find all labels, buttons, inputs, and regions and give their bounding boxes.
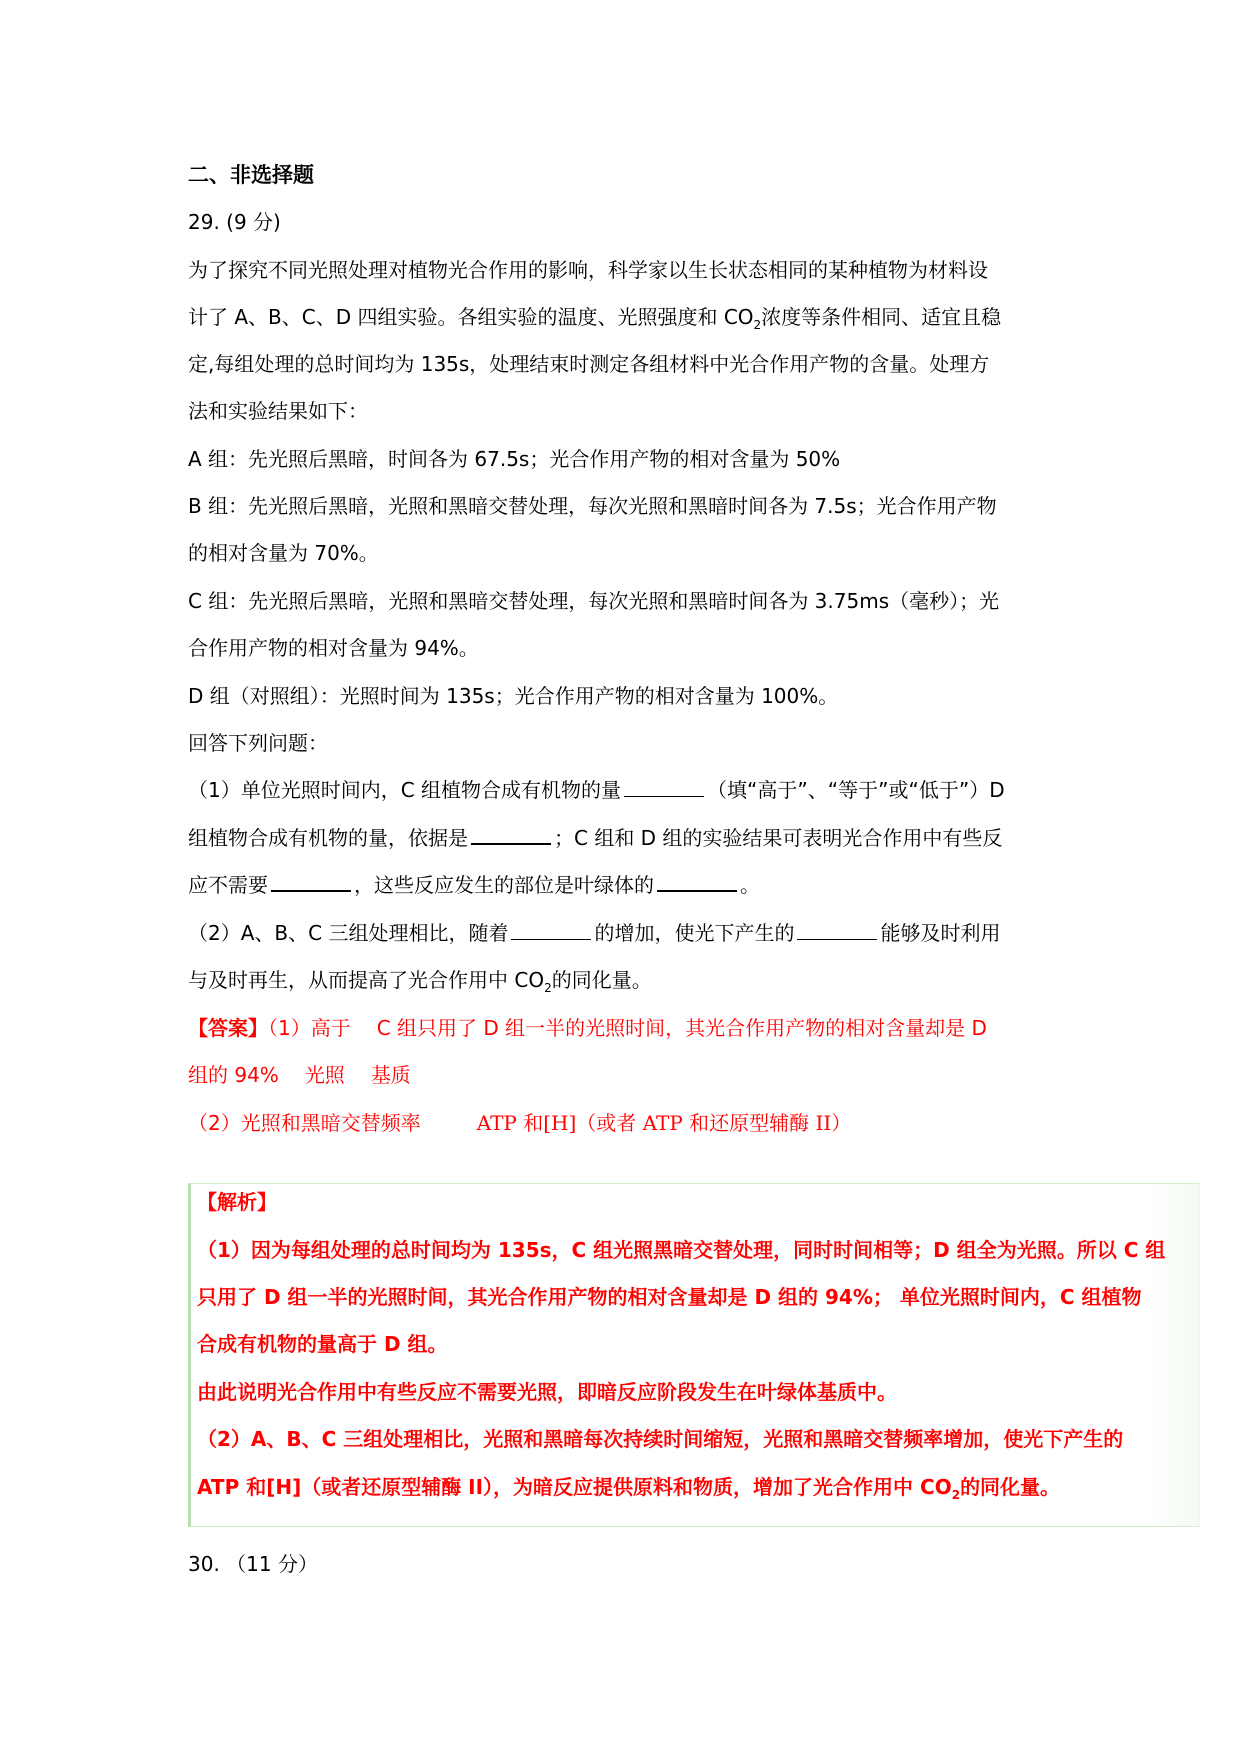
answer-text: （2）光照和黑暗交替频率	[188, 1111, 421, 1135]
fill-blank	[471, 825, 551, 845]
sub-question-text: 应不需要	[188, 873, 268, 897]
fill-blank	[797, 921, 877, 940]
answer-label: 【答案】	[188, 1016, 268, 1040]
sub-question-1-line-1	[188, 776, 1005, 804]
question-29-stem-line-2	[188, 303, 1001, 331]
answer-line-1	[188, 1014, 987, 1042]
answer-line-2	[188, 1061, 411, 1089]
sub-question-2-line-2	[188, 966, 652, 994]
fill-blank	[511, 921, 591, 940]
answer-prompt: 回答下列问题：	[188, 731, 328, 755]
analysis-text: 的同化量。	[960, 1475, 1061, 1499]
sub-question-text: （填“高于”、“等于”或“低于”）D	[707, 778, 1005, 802]
stem-text: 浓度等条件相同、适宜且稳	[761, 305, 1002, 329]
answer-line-3	[188, 1109, 851, 1137]
stem-text: 计了 A、B、C、D 四组实验。各组实验的温度、光照强度和 CO	[188, 305, 754, 329]
sub-question-text: 的同化量。	[551, 968, 652, 992]
group-c-text: C 组：先光照后黑暗，光照和黑暗交替处理，每次光照和黑暗时间各为 3.75ms（毫秒）；光	[188, 589, 1000, 613]
analysis-line-3: 合成有机物的量高于 D 组。	[197, 1332, 448, 1356]
fill-blank	[657, 872, 737, 892]
group-d-text: D 组（对照组）：光照时间为 135s；光合作用产物的相对含量为 100%。	[188, 684, 839, 708]
sub-question-text: 与及时再生，从而提高了光合作用中 CO	[188, 968, 545, 992]
sub-question-text: （2）A、B、C 三组处理相比，随着	[188, 921, 509, 945]
sub-question-1-line-2	[188, 824, 1002, 852]
sub-question-text: 组植物合成有机物的量，依据是	[188, 826, 468, 850]
analysis-line-5: （2）A、B、C 三组处理相比，光照和黑暗每次持续时间缩短，光照和黑暗交替频率增加，使光下产生的	[197, 1427, 1124, 1451]
fill-blank	[271, 872, 351, 892]
question-30-header: 30. （11 分）	[188, 1552, 318, 1576]
answer-text: ATP 和[H]（或者 ATP 和还原型辅酶 II）	[476, 1111, 852, 1135]
co2-subscript: 2	[753, 318, 762, 332]
analysis-line-1: （1）因为每组处理的总时间均为 135s，C 组光照黑暗交替处理，同时时间相等；D 组全为光照。所以 C 组	[197, 1238, 1166, 1262]
analysis-label: 【解析】	[197, 1190, 277, 1214]
answer-text: 组的 94%	[188, 1063, 279, 1087]
sub-question-2-line-1	[188, 919, 1000, 947]
answer-text: 基质	[370, 1063, 411, 1087]
analysis-text: ATP 和[H]（或者还原型辅酶 II），为暗反应提供原料和物质，增加了光合作用中 CO	[197, 1475, 952, 1499]
co2-subscript: 2	[951, 1488, 961, 1502]
analysis-box	[188, 1183, 1200, 1527]
sub-question-text: ；C 组和 D 组的实验结果可表明光合作用中有些反	[554, 826, 1003, 850]
sub-question-text: 能够及时利用	[880, 921, 1001, 945]
question-29-stem-line-4: 法和实验结果如下：	[188, 399, 368, 423]
sub-question-text: 的增加，使光下产生的	[594, 921, 795, 945]
answer-text: （1）高于	[268, 1016, 351, 1040]
question-29-header: 29. (9 分)	[188, 210, 281, 234]
sub-question-text: 。	[740, 873, 760, 897]
question-29-stem-line-1: 为了探究不同光照处理对植物光合作用的影响，科学家以生长状态相同的某种植物为材料设	[188, 258, 988, 282]
sub-question-1-line-3	[188, 871, 760, 899]
analysis-line-6	[197, 1473, 1060, 1501]
answer-text: C 组只用了 D 组一半的光照时间，其光合作用产物的相对含量却是 D	[376, 1016, 987, 1040]
group-b-text: B 组：先光照后黑暗，光照和黑暗交替处理，每次光照和黑暗时间各为 7.5s；光合作用产物	[188, 494, 997, 518]
fill-blank	[624, 778, 704, 797]
sub-question-text: （1）单位光照时间内，C 组植物合成有机物的量	[188, 778, 622, 802]
co2-subscript: 2	[544, 981, 552, 995]
group-c-text-cont: 合作用产物的相对含量为 94%。	[188, 636, 479, 660]
sub-question-text: ，这些反应发生的部位是叶绿体的	[354, 873, 654, 897]
section-title: 二、非选择题	[188, 163, 314, 187]
answer-text: 光照	[304, 1063, 345, 1087]
analysis-line-2: 只用了 D 组一半的光照时间，其光合作用产物的相对含量却是 D 组的 94%； 单位光照时间内，C 组植物	[197, 1285, 1142, 1309]
group-a-text: A 组：先光照后黑暗，时间各为 67.5s；光合作用产物的相对含量为 50%	[188, 447, 841, 471]
question-29-stem-line-3: 定,每组处理的总时间均为 135s，处理结束时测定各组材料中光合作用产物的含量。处理方	[188, 352, 990, 376]
group-b-text-cont: 的相对含量为 70%。	[188, 541, 379, 565]
analysis-line-4: 由此说明光合作用中有些反应不需要光照，即暗反应阶段发生在叶绿体基质中。	[197, 1380, 897, 1404]
